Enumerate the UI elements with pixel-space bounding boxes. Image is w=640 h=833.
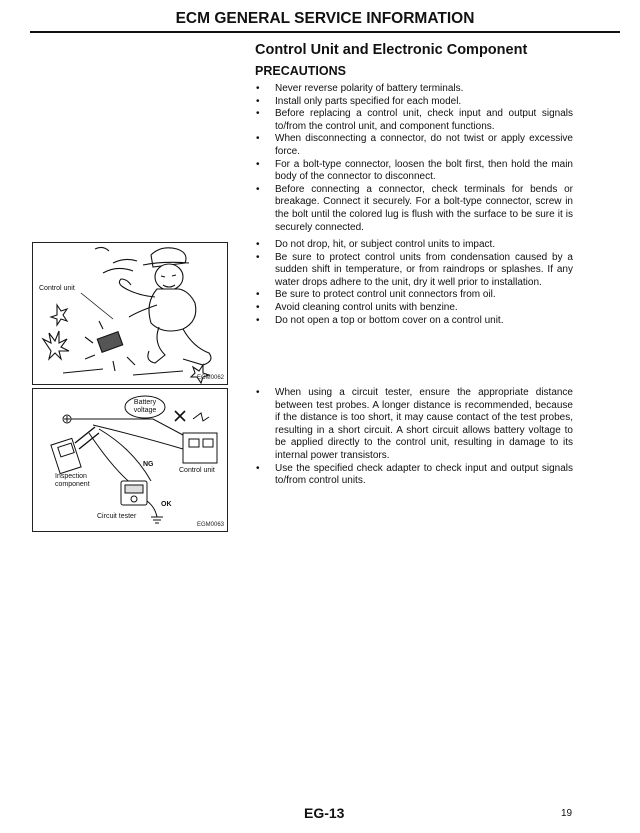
figure2-label-control-unit: Control unit — [179, 467, 215, 474]
precaution-item — [256, 108, 573, 133]
precaution-text: Be sure to protect control units from condensation caused by a sudden shift in temperature, or from raindrops or splashes. If any water drops adhere to the unit, dry it well prior to installation. — [275, 251, 573, 288]
figure2-label-inspection-component — [55, 473, 90, 489]
bullet-marker: • — [256, 301, 260, 313]
precaution-text: Install only parts specified for each model. — [275, 95, 462, 107]
bullet-marker: • — [256, 289, 260, 301]
page-header: ECM GENERAL SERVICE INFORMATION — [30, 7, 620, 33]
bullet-marker: • — [256, 95, 260, 107]
bullet-marker: • — [256, 108, 260, 120]
figure2-label-ng: NG — [143, 461, 154, 468]
mechanic-drop-illustration — [33, 243, 227, 384]
precaution-text: Be sure to protect control unit connectors from oil. — [275, 289, 496, 301]
page-number: 19 — [561, 808, 573, 819]
figure2-battery-line1: Battery — [133, 399, 157, 406]
precaution-item — [256, 315, 573, 328]
figure-circuit-tester — [32, 388, 228, 532]
precaution-item — [256, 159, 573, 184]
precautions-list-tester — [256, 387, 573, 488]
precautions-list-general — [256, 83, 573, 234]
precaution-item — [256, 96, 573, 109]
precaution-text: Before connecting a connector, check terminals for bends or breakage. Connect it securely. For a bolt-type connector, screw in the bolt until the colored lug is flush with the surface to be sure it is securely connected. — [275, 183, 573, 233]
precaution-text: Use the specified check adapter to check input and output signals to/from control units. — [275, 462, 573, 487]
bullet-marker: • — [256, 314, 260, 326]
precaution-item — [256, 184, 573, 234]
section-subtitle: PRECAUTIONS — [255, 64, 346, 78]
precaution-text: For a bolt-type connector, loosen the bolt first, then hold the main body of the connector to disconnect. — [275, 158, 573, 183]
precaution-text: Do not open a top or bottom cover on a control unit. — [275, 314, 504, 326]
bullet-marker: • — [256, 239, 260, 250]
figure2-label-ok: OK — [161, 501, 172, 508]
figure2-code: EGM0063 — [197, 522, 225, 528]
figure1-label-control-unit: Control unit — [39, 285, 75, 292]
precaution-item — [256, 133, 573, 158]
bullet-marker: • — [256, 133, 260, 145]
precaution-text: Do not drop, hit, or subject control units to impact. — [275, 239, 496, 250]
precautions-list-handling — [256, 239, 573, 327]
figure2-inspection-line2: component — [55, 481, 90, 488]
bullet-marker: • — [256, 251, 260, 263]
figure2-inspection-line1: Inspection — [55, 473, 87, 480]
bullet-marker: • — [256, 83, 260, 94]
precaution-text: Never reverse polarity of battery terminals. — [275, 83, 464, 94]
bullet-marker: • — [256, 183, 260, 195]
precaution-item — [256, 252, 573, 290]
bullet-marker: • — [256, 462, 260, 474]
precaution-text: When disconnecting a connector, do not twist or apply excessive force. — [275, 133, 573, 157]
figure-drop-control-unit — [32, 242, 228, 385]
precaution-item — [256, 239, 573, 252]
figure2-battery-line2: voltage — [133, 407, 157, 414]
figure2-label-battery-voltage — [131, 399, 159, 415]
precaution-item — [256, 387, 573, 463]
precaution-item — [256, 289, 573, 302]
figure1-code: EGM0062 — [197, 375, 225, 381]
precaution-item — [256, 83, 573, 96]
bullet-marker: • — [256, 158, 260, 170]
precaution-text: When using a circuit tester, ensure the appropriate distance between test probes. A longer distance is recommended, because if the distance is too short, it may cause contact of the test probes, resulting in a short circuit. A short circuit allows battery voltage to be applied directly to the control unit, resulting in damage to its internal power transistors. — [275, 387, 573, 461]
bullet-marker: • — [256, 387, 260, 398]
precaution-text: Before replacing a control unit, check input and output signals to/from the control unit, and component functions. — [275, 108, 573, 132]
section-title: Control Unit and Electronic Component — [255, 42, 528, 58]
footer-section-code: EG-13 — [304, 805, 345, 821]
precaution-item — [256, 302, 573, 315]
figure2-label-circuit-tester: Circuit tester — [97, 513, 137, 520]
precaution-item — [256, 463, 573, 488]
circuit-tester-illustration — [33, 389, 227, 531]
precaution-text: Avoid cleaning control units with benzine. — [275, 301, 458, 313]
